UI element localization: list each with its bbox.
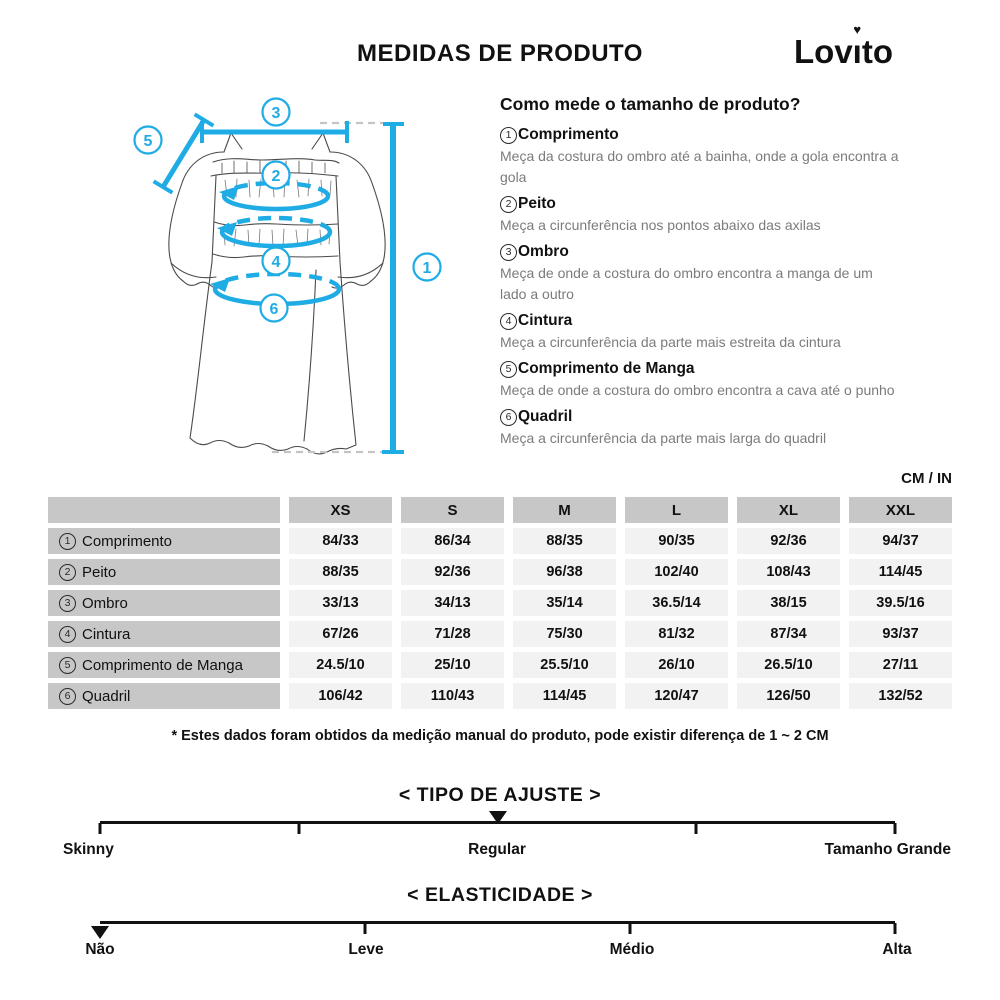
size-cell: 102/40 <box>625 559 728 585</box>
heart-icon: ♥ <box>853 22 862 37</box>
circled-number: 2 <box>59 564 76 581</box>
measure-marker-4 <box>263 248 290 275</box>
elasticity-scale <box>100 921 895 938</box>
guide-item-desc: Meça de onde a costura do ombro encontra a manga de um lado a outro <box>500 265 873 302</box>
circled-number: 5 <box>500 361 517 378</box>
guide-item-desc: Meça a circunferência nos pontos abaixo das axilas <box>500 217 821 233</box>
row-label: 6 Quadril <box>48 683 280 709</box>
size-cell: 120/47 <box>625 683 728 709</box>
size-cell: 25/10 <box>401 652 504 678</box>
guide-item-heading <box>500 408 932 426</box>
size-cell: 114/45 <box>513 683 616 709</box>
fit-type-scale <box>100 821 895 838</box>
size-cell: 93/37 <box>849 621 952 647</box>
size-cell: 106/42 <box>289 683 392 709</box>
guide-item-desc: Meça a circunferência da parte mais estreita da cintura <box>500 334 841 350</box>
circled-number: 4 <box>500 313 517 330</box>
scale-tick <box>629 923 632 934</box>
measure-marker-3 <box>263 99 290 126</box>
guide-item-label: Ombro <box>518 243 569 260</box>
elasticity-selected-marker-icon <box>91 926 109 939</box>
size-cell: 92/36 <box>401 559 504 585</box>
guide-item-desc: Meça a circunferência da parte mais larga do quadril <box>500 430 827 446</box>
circled-number: 1 <box>500 127 517 144</box>
guide-item-label: Comprimento de Manga <box>518 360 695 377</box>
row-label: 4 Cintura <box>48 621 280 647</box>
size-cell: 67/26 <box>289 621 392 647</box>
guide-title: Como mede o tamanho de produto? <box>500 94 801 114</box>
size-cell: 88/35 <box>513 528 616 554</box>
size-cell: 39.5/16 <box>849 590 952 616</box>
size-cell: 81/32 <box>625 621 728 647</box>
guide-item-desc: Meça da costura do ombro até a bainha, onde a gola encontra a gola <box>500 148 899 185</box>
svg-text:4: 4 <box>271 254 281 271</box>
scale-tick <box>894 823 897 834</box>
guide-item-heading <box>500 243 932 261</box>
brand-text: Lov <box>794 33 853 70</box>
guide-item-heading <box>500 126 932 144</box>
scale-tick <box>894 923 897 934</box>
scale-tick <box>363 923 366 934</box>
page-title: MEDIDAS DE PRODUTO <box>357 40 643 67</box>
size-column-header: XS <box>289 497 392 523</box>
guide-item-desc: Meça de onde a costura do ombro encontra a cava até o punho <box>500 382 895 398</box>
size-cell: 92/36 <box>737 528 840 554</box>
dress-measurement-illustration <box>95 88 470 470</box>
elasticity-label-leve: Leve <box>348 941 384 958</box>
size-cell: 96/38 <box>513 559 616 585</box>
size-cell: 36.5/14 <box>625 590 728 616</box>
fit-label-skinny: Skinny <box>63 841 114 858</box>
size-column-header: S <box>401 497 504 523</box>
fit-label-regular: Regular <box>468 841 526 858</box>
brand-logo: Lovı ♥ to <box>794 22 893 70</box>
row-label: 3 Ombro <box>48 590 280 616</box>
size-cell: 27/11 <box>849 652 952 678</box>
svg-text:3: 3 <box>271 105 281 122</box>
circled-number: 6 <box>500 409 517 426</box>
size-cell: 126/50 <box>737 683 840 709</box>
size-cell: 24.5/10 <box>289 652 392 678</box>
circled-number: 3 <box>500 244 517 261</box>
circled-number: 6 <box>59 688 76 705</box>
size-column-header: XL <box>737 497 840 523</box>
circled-number: 1 <box>59 533 76 550</box>
elasticity-label-nao: Não <box>85 941 115 958</box>
size-cell: 35/14 <box>513 590 616 616</box>
guide-item-heading <box>500 195 932 213</box>
size-cell: 110/43 <box>401 683 504 709</box>
size-cell: 88/35 <box>289 559 392 585</box>
circled-number: 4 <box>59 626 76 643</box>
guide-item-label: Quadril <box>518 408 573 425</box>
measure-marker-1 <box>414 254 441 281</box>
size-cell: 114/45 <box>849 559 952 585</box>
row-label: 5 Comprimento de Manga <box>48 652 280 678</box>
fit-type-title: < TIPO DE AJUSTE > <box>398 784 602 806</box>
guide-item-heading <box>500 360 932 378</box>
scale-tick <box>297 823 300 834</box>
size-cell: 38/15 <box>737 590 840 616</box>
guide-item-label: Peito <box>518 195 556 212</box>
svg-text:2: 2 <box>271 168 281 185</box>
fit-selected-marker-icon <box>489 811 507 824</box>
measure-guide-section <box>500 94 932 449</box>
guide-item-label: Comprimento <box>518 126 619 143</box>
size-cell: 75/30 <box>513 621 616 647</box>
size-cell: 87/34 <box>737 621 840 647</box>
guide-item-heading <box>500 312 932 330</box>
row-label: 2 Peito <box>48 559 280 585</box>
measurement-footnote: * Estes dados foram obtidos da medição manual do produto, pode existir diferença de 1 ~ 2 CM <box>171 728 829 744</box>
size-cell: 94/37 <box>849 528 952 554</box>
circled-number: 5 <box>59 657 76 674</box>
size-cell: 26.5/10 <box>737 652 840 678</box>
size-cell: 33/13 <box>289 590 392 616</box>
svg-text:1: 1 <box>422 260 432 277</box>
elasticity-label-medio: Médio <box>609 941 655 958</box>
size-cell: 86/34 <box>401 528 504 554</box>
guide-item-label: Cintura <box>518 312 573 329</box>
svg-text:5: 5 <box>143 133 153 150</box>
row-label: 1 Comprimento <box>48 528 280 554</box>
size-cell: 90/35 <box>625 528 728 554</box>
elasticity-label-alta: Alta <box>882 941 912 958</box>
scale-tick <box>99 823 102 834</box>
size-column-header: XXL <box>849 497 952 523</box>
size-column-header: M <box>513 497 616 523</box>
circled-number: 2 <box>500 196 517 213</box>
circled-number: 3 <box>59 595 76 612</box>
elasticity-title: < ELASTICIDADE > <box>407 884 593 906</box>
size-cell: 26/10 <box>625 652 728 678</box>
size-cell: 25.5/10 <box>513 652 616 678</box>
size-cell: 34/13 <box>401 590 504 616</box>
measure-marker-2 <box>263 162 290 189</box>
fit-label-tamanho-grande: Tamanho Grande <box>824 841 951 858</box>
size-cell: 108/43 <box>737 559 840 585</box>
measure-marker-5 <box>135 127 162 154</box>
size-cell: 84/33 <box>289 528 392 554</box>
size-cell: 132/52 <box>849 683 952 709</box>
size-table <box>48 497 952 709</box>
table-corner-cell <box>48 497 280 523</box>
size-cell: 71/28 <box>401 621 504 647</box>
unit-label: CM / IN <box>901 470 952 487</box>
measure-marker-6 <box>261 295 288 322</box>
size-column-header: L <box>625 497 728 523</box>
scale-tick <box>695 823 698 834</box>
svg-text:6: 6 <box>269 301 279 318</box>
